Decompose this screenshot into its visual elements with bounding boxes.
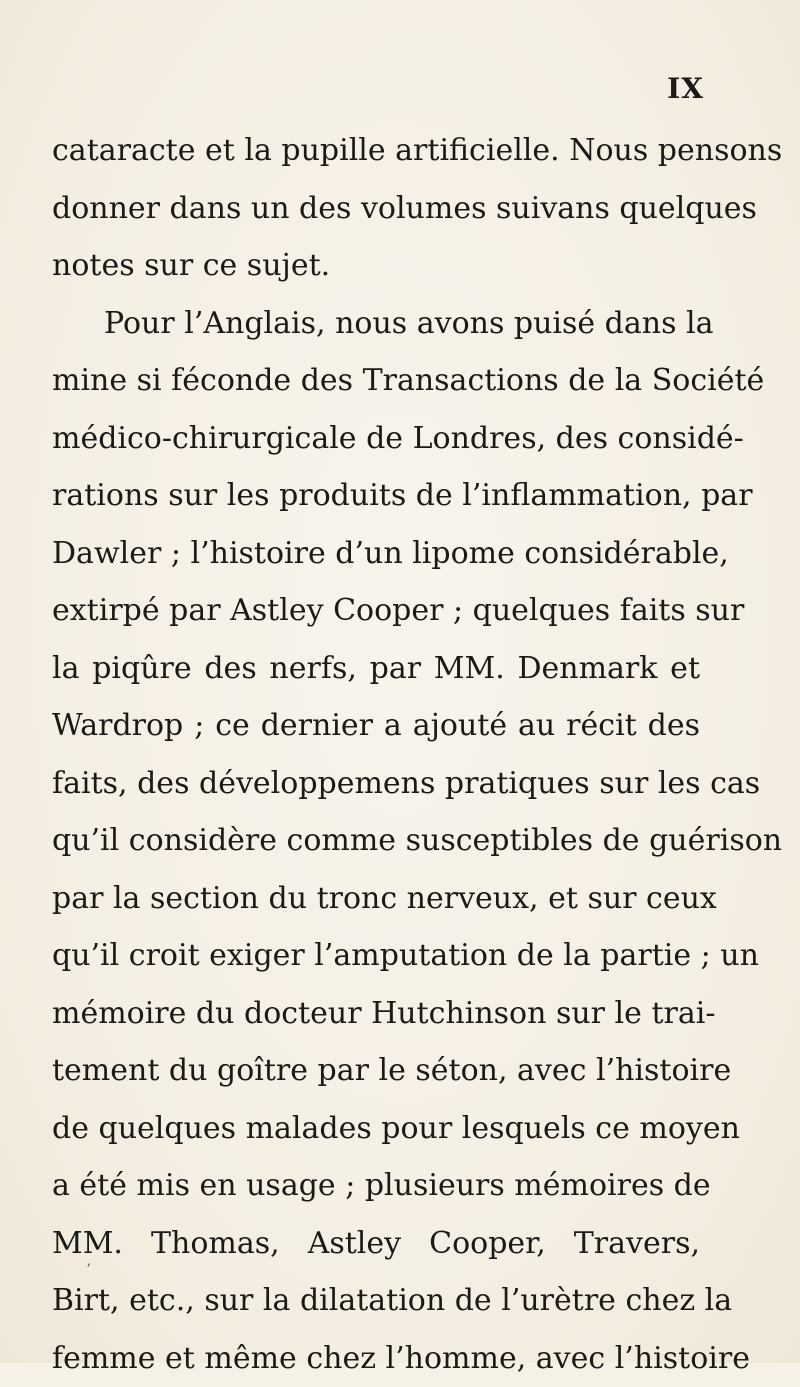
text-line-18: de quelques malades pour lesquels ce moyen (52, 1100, 700, 1158)
text-line-10: la piqûre des nerfs, par MM. Denmark et (52, 640, 700, 698)
footer-mark: ʼ (86, 1262, 90, 1278)
body-text (52, 122, 700, 1387)
text-line-16: mémoire du docteur Hutchinson sur le trai- (52, 985, 700, 1043)
text-line-12: faits, des développemens pratiques sur les cas (52, 755, 700, 813)
text-line-5: mine si féconde des Transactions de la Société (52, 352, 700, 410)
text-line-17: tement du goître par le séton, avec l’histoire (52, 1042, 700, 1100)
text-line-3: notes sur ce sujet. (52, 237, 700, 295)
text-line-20: MM. Thomas, Astley Cooper, Travers, (52, 1215, 700, 1273)
text-line-21: Birt, etc., sur la dilatation de l’urètre chez la (52, 1272, 700, 1330)
text-line-6: médico-chirurgicale de Londres, des considé- (52, 410, 700, 468)
text-line-14: par la section du tronc nerveux, et sur ceux (52, 870, 700, 928)
text-line-11: Wardrop ; ce dernier a ajouté au récit des (52, 697, 700, 755)
text-line-1: cataracte et la pupille artificielle. Nous pensons (52, 122, 700, 180)
text-line-9: extirpé par Astley Cooper ; quelques faits sur (52, 582, 700, 640)
text-line-19: a été mis en usage ; plusieurs mémoires de (52, 1157, 700, 1215)
text-line-15: qu’il croit exiger l’amputation de la partie ; un (52, 927, 700, 985)
text-line-22: femme et même chez l’homme, avec l’histoire (52, 1330, 700, 1387)
page-number: IX (667, 72, 704, 105)
text-line-2: donner dans un des volumes suivans quelques (52, 180, 700, 238)
text-line-4: Pour l’Anglais, nous avons puisé dans la (52, 295, 700, 353)
text-line-13: qu’il considère comme susceptibles de guérison (52, 812, 700, 870)
text-line-7: rations sur les produits de l’inflammation, par (52, 467, 700, 525)
text-line-8: Dawler ; l’histoire d’un lipome considérable, (52, 525, 700, 583)
